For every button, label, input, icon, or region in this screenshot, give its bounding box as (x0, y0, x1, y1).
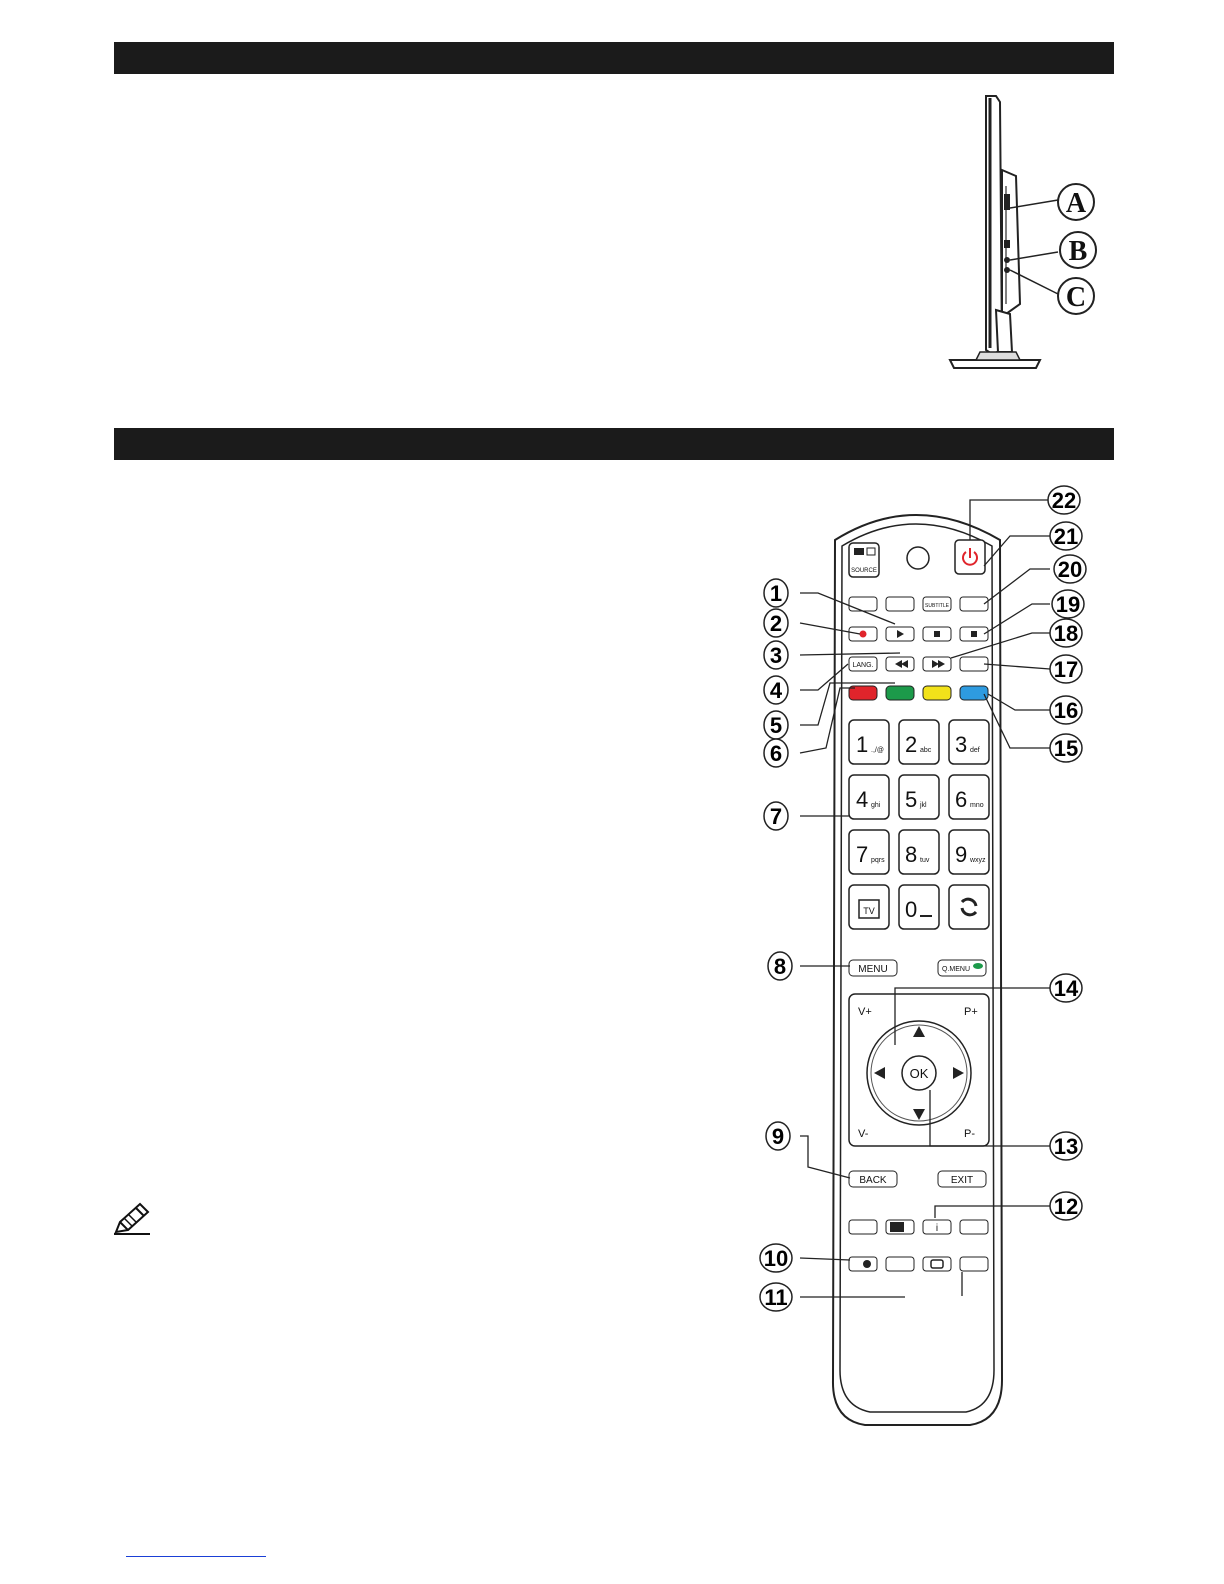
callout-6 (764, 739, 788, 767)
svg-text:15: 15 (1053, 736, 1079, 761)
svg-text:8: 8 (905, 842, 918, 867)
epg-button[interactable] (849, 1220, 877, 1234)
callout-a (1058, 184, 1094, 220)
svg-text:4: 4 (856, 787, 869, 812)
callout-8 (768, 952, 792, 980)
key-3[interactable] (949, 720, 989, 764)
svg-text:10: 10 (763, 1246, 789, 1271)
svg-text:P+: P+ (964, 1006, 978, 1018)
teletext-button[interactable] (960, 597, 988, 611)
callout-14 (1050, 974, 1082, 1002)
key-2[interactable] (899, 720, 939, 764)
footer-link-underline (126, 1556, 266, 1557)
section-header-bar-top (114, 42, 1114, 74)
svg-text:22: 22 (1051, 488, 1077, 513)
callout-c (1058, 278, 1094, 314)
svg-text:tuv: tuv (920, 857, 930, 864)
svg-text:Q.MENU: Q.MENU (942, 966, 970, 973)
svg-text:A: A (1065, 188, 1087, 219)
callout-20 (1054, 555, 1086, 583)
key-9[interactable] (949, 830, 989, 874)
svg-text:19: 19 (1055, 592, 1081, 617)
callout-10 (760, 1244, 792, 1272)
svg-text:LANG.: LANG. (852, 662, 874, 669)
blue-button[interactable] (960, 686, 988, 700)
svg-text:6: 6 (955, 787, 968, 812)
callout-21 (1050, 522, 1082, 550)
callout-15 (1050, 734, 1082, 762)
svg-text:OK: OK (909, 1066, 929, 1081)
green-button[interactable] (886, 686, 914, 700)
svg-text:ghi: ghi (871, 802, 881, 809)
ok-button[interactable] (902, 1056, 936, 1090)
svg-text:16: 16 (1053, 698, 1079, 723)
info-button[interactable] (923, 1220, 951, 1234)
remote-control-illustration (740, 470, 1100, 1440)
svg-text:2: 2 (769, 611, 783, 636)
sleep-button[interactable] (886, 597, 914, 611)
svg-text:i: i (935, 1223, 939, 1234)
svg-text:TV: TV (863, 906, 875, 916)
navigation-pad (849, 994, 989, 1146)
svg-text:18: 18 (1053, 621, 1079, 646)
exit-button[interactable] (938, 1171, 986, 1187)
svg-text:14: 14 (1053, 976, 1079, 1001)
svg-text:9: 9 (771, 1124, 785, 1149)
callout-4 (764, 676, 788, 704)
svg-text:3: 3 (769, 643, 783, 668)
svg-text:B: B (1068, 236, 1088, 267)
callout-7 (764, 802, 788, 830)
svg-text:V+: V+ (858, 1006, 872, 1018)
svg-text:SOURCE: SOURCE (851, 568, 877, 574)
callout-16 (1050, 696, 1082, 724)
svg-text:MENU: MENU (858, 964, 888, 975)
callout-1 (764, 579, 788, 607)
svg-text:7: 7 (856, 842, 869, 867)
ir-window (907, 547, 929, 569)
callout-b (1060, 232, 1096, 268)
text-button[interactable] (960, 657, 988, 671)
back-button[interactable] (849, 1171, 897, 1187)
svg-text:5: 5 (905, 787, 918, 812)
svg-text:9: 9 (955, 842, 968, 867)
power-button[interactable] (955, 540, 985, 574)
svg-text:SUBTITLE: SUBTITLE (925, 603, 949, 609)
svg-text:EXIT: EXIT (950, 1175, 974, 1186)
svg-text:abc: abc (920, 747, 932, 754)
key-7[interactable] (849, 830, 889, 874)
source-button[interactable] (849, 543, 879, 577)
svg-text:mno: mno (970, 802, 984, 809)
svg-text:1: 1 (856, 732, 869, 757)
callout-2 (764, 609, 788, 637)
svg-text:P-: P- (964, 1128, 975, 1140)
menu-button[interactable] (849, 960, 897, 976)
callout-17 (1050, 655, 1082, 683)
svg-text:11: 11 (764, 1285, 788, 1310)
key-6[interactable] (949, 775, 989, 819)
key-8[interactable] (899, 830, 939, 874)
yellow-button[interactable] (923, 686, 951, 700)
callout-12 (1050, 1192, 1082, 1220)
svg-text:17: 17 (1053, 657, 1079, 682)
svg-text:V-: V- (858, 1128, 869, 1140)
svg-text:1: 1 (769, 581, 783, 606)
svg-text:.,/@: .,/@ (871, 747, 884, 754)
callout-5 (764, 711, 788, 739)
key-0[interactable] (899, 885, 939, 929)
callout-22 (1048, 486, 1080, 514)
svg-text:BACK: BACK (859, 1175, 887, 1186)
callout-18 (1050, 619, 1082, 647)
image-size-button[interactable] (849, 597, 877, 611)
key-1[interactable] (849, 720, 889, 764)
tv-button[interactable] (849, 885, 889, 929)
section-header-bar-remote (114, 428, 1114, 460)
tv-side-view-illustration (940, 90, 1110, 380)
svg-text:pqrs: pqrs (871, 857, 885, 864)
svg-text:5: 5 (769, 713, 783, 738)
key-5[interactable] (899, 775, 939, 819)
picture-mode-button[interactable] (923, 1257, 951, 1271)
callout-3 (764, 641, 788, 669)
mute-button[interactable] (960, 1220, 988, 1234)
svg-text:6: 6 (769, 741, 783, 766)
callout-19 (1052, 590, 1084, 618)
svg-text:12: 12 (1053, 1194, 1079, 1219)
pencil-icon (110, 1200, 154, 1236)
svg-text:21: 21 (1053, 524, 1079, 549)
swap-button[interactable] (949, 885, 989, 929)
svg-text:8: 8 (773, 954, 787, 979)
callout-11 (760, 1283, 792, 1311)
svg-text:0: 0 (905, 897, 918, 922)
favourite-search-button[interactable] (886, 1257, 914, 1271)
qmenu-button[interactable] (938, 960, 986, 976)
svg-text:2: 2 (905, 732, 918, 757)
callout-9 (766, 1122, 790, 1150)
svg-text:3: 3 (955, 732, 968, 757)
svg-text:def: def (970, 747, 980, 754)
svg-text:7: 7 (769, 804, 783, 829)
svg-text:C: C (1065, 282, 1087, 313)
screen-button[interactable] (960, 1257, 988, 1271)
svg-text:jkl: jkl (920, 802, 927, 809)
svg-text:4: 4 (769, 678, 783, 703)
svg-text:wxyz: wxyz (970, 857, 986, 864)
svg-text:20: 20 (1057, 557, 1083, 582)
key-4[interactable] (849, 775, 889, 819)
callout-13 (1050, 1132, 1082, 1160)
svg-text:13: 13 (1053, 1134, 1079, 1159)
